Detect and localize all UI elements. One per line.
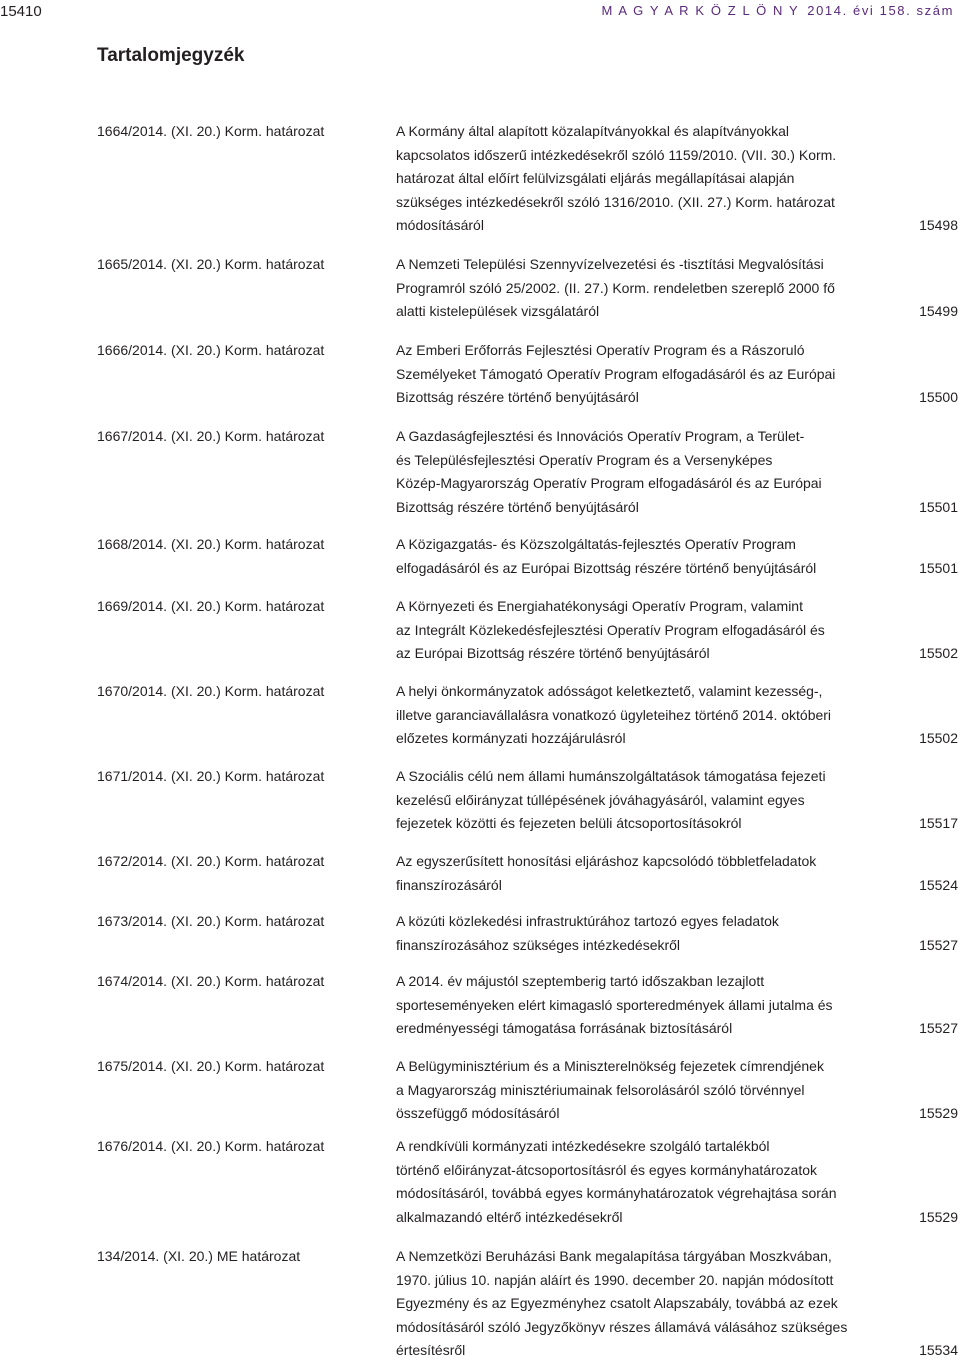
entry-description-line: módosításáról, továbbá egyes kormányhatározatok végrehajtása során [396,1185,837,1202]
entry-reference: 134/2014. (XI. 20.) ME határozat [97,1248,301,1264]
entry-reference: 1674/2014. (XI. 20.) Korm. határozat [97,973,325,989]
entry-last-line [396,496,960,520]
entry-description-line: A Nemzetközi Beruházási Bank megalapítása tárgyában Moszkvában, [396,1248,832,1264]
entry-description-line: előzetes kormányzati hozzájárulásról [396,730,626,747]
entry-description-line: A Szociális célú nem állami humánszolgáltatások támogatása fejezeti [396,768,826,784]
entry-description-line: alkalmazandó eltérő intézkedésekről [396,1208,623,1225]
entry-reference: 1671/2014. (XI. 20.) Korm. határozat [97,768,325,784]
entry-description [396,595,960,666]
entry-reference: 1670/2014. (XI. 20.) Korm. határozat [97,683,325,699]
entry-description-line: A Belügyminisztérium és a Miniszterelnökség fejezetek címrendjének [396,1058,824,1074]
entry-page-number: 15502 [919,730,958,747]
entry-last-line [396,1017,960,1041]
entry-description-line: módosításáról szóló Jegyzőkönyv részes államává válásához szükséges [396,1318,848,1335]
entry-description-line: illetve garanciavállalásra vonatkozó ügyleteihez történő 2014. októberi [396,706,832,723]
entry-last-line [396,812,960,836]
entry-description-line: Az Emberi Erőforrás Fejlesztési Operatív Program és a Rászoruló [396,342,805,358]
issue-label: 2014. évi 158. szám [807,3,954,18]
entry-description-line: az Integrált Közlekedésfejlesztési Operatív Program elfogadásáról és [396,621,825,638]
entry-description-line: 1970. július 10. napján aláírt és 1990. december 20. napján módosított [396,1271,834,1288]
entry-description [396,680,960,751]
entry-description-line: A Kormány által alapított közalapítványokkal és alapítványokkal [396,123,789,139]
entry-last-line [396,874,960,898]
entry-last-line [396,1102,960,1126]
entry-description-line: eredményességi támogatása forrásának biztosításáról [396,1020,733,1037]
entry-page-number: 15527 [919,936,958,953]
entry-description-line: Egyezmény és az Egyezményhez csatolt Alapszabály, továbbá az ezek [396,1295,838,1312]
entry-description-line: elfogadásáról és az Európai Bizottság részére történő benyújtásáról [396,559,817,576]
entry-description-line: fejezetek közötti és fejezeten belüli átcsoportosításokról [396,815,742,832]
entry-description-line: és Településfejlesztési Operatív Program és a Versenyképes [396,451,773,468]
entry-page-number: 15527 [919,1020,958,1037]
entry-reference: 1665/2014. (XI. 20.) Korm. határozat [97,256,325,272]
entry-page-number: 15501 [919,559,958,576]
entry-description-line: módosításáról [396,217,484,234]
entry-description [396,910,960,957]
entry-page-number: 15517 [919,815,958,832]
entry-last-line [396,1206,960,1230]
journal-name: M A G Y A R K Ö Z L Ö N Y [601,3,800,18]
entry-description [396,765,960,836]
entry-page-number: 15534 [919,1342,958,1359]
entry-description-line: A Nemzeti Települési Szennyvízelvezetési és -tisztítási Megvalósítási [396,256,824,272]
entry-description-line: A Környezeti és Energiahatékonysági Operatív Program, valamint [396,598,803,614]
entry-reference: 1667/2014. (XI. 20.) Korm. határozat [97,428,325,444]
entry-description-line: Bizottság részére történő benyújtásáról [396,389,639,406]
entry-description-line: A közúti közlekedési infrastruktúrához tartozó egyes feladatok [396,913,779,929]
entry-description-line: A Közigazgatás- és Közszolgáltatás-fejlesztés Operatív Program [396,536,796,552]
entry-reference: 1672/2014. (XI. 20.) Korm. határozat [97,853,325,869]
entry-description-line: történő előirányzat-átcsoportosításról és egyes kormányhatározatok [396,1161,817,1178]
entry-description-line: Személyeket Támogató Operatív Program elfogadásáról és az Európai [396,365,836,382]
entry-description-line: határozat által előírt felülvizsgálati eljárás megállapításai alapján [396,170,795,187]
entry-last-line [396,727,960,751]
entry-description [396,120,960,238]
entry-description [396,253,960,324]
running-header [601,3,954,18]
entry-description [396,1135,960,1229]
entry-description-line: a Magyarország minisztériumainak felsorolásáról szóló törvénnyel [396,1081,805,1098]
entry-description-line: finanszírozásához szükséges intézkedésekről [396,936,681,953]
entry-description-line: alatti kistelepülések vizsgálatáról [396,303,600,320]
entry-last-line [396,642,960,666]
entry-description-line: értesítésről [396,1342,466,1359]
entry-description-line: Programról szóló 25/2002. (II. 27.) Korm. rendeletben szereplő 2000 fő [396,279,835,296]
entry-last-line [396,386,960,410]
entry-reference: 1664/2014. (XI. 20.) Korm. határozat [97,123,325,139]
entry-last-line [396,1339,960,1363]
entry-page-number: 15498 [919,217,958,234]
entry-description [396,533,960,580]
entry-page-number: 15500 [919,389,958,406]
entry-description-line: kapcsolatos időszerű intézkedésekről szóló 1159/2010. (VII. 30.) Korm. [396,146,837,163]
entry-page-number: 15524 [919,876,958,893]
entry-description-line: Az egyszerűsített honosítási eljáráshoz kapcsolódó többletfeladatok [396,853,817,869]
entry-description [396,425,960,519]
entry-page-number: 15501 [919,498,958,515]
entry-last-line [396,300,960,324]
entry-description [396,1245,960,1363]
entry-description-line: A rendkívüli kormányzati intézkedésekre szolgáló tartalékból [396,1138,770,1154]
entry-last-line [396,557,960,581]
entry-description-line: Bizottság részére történő benyújtásáról [396,498,639,515]
entry-reference: 1668/2014. (XI. 20.) Korm. határozat [97,536,325,552]
entry-description-line: az Európai Bizottság részére történő benyújtásáról [396,645,710,662]
entry-page-number: 15529 [919,1105,958,1122]
entry-description [396,1055,960,1126]
entry-description-line: szükséges intézkedésekről szóló 1316/2010. (XII. 27.) Korm. határozat [396,193,835,210]
entry-reference: 1673/2014. (XI. 20.) Korm. határozat [97,913,325,929]
entry-description-line: A Gazdaságfejlesztési és Innovációs Operatív Program, a Terület- [396,428,805,444]
entry-description [396,850,960,897]
entry-page-number: 15499 [919,303,958,320]
entry-last-line [396,214,960,238]
entry-description-line: A 2014. év májustól szeptemberig tartó időszakban lezajlott [396,973,765,989]
page-number: 15410 [0,3,42,20]
entry-description [396,970,960,1041]
entry-description-line: Közép-Magyarország Operatív Program elfogadásáról és az Európai [396,475,822,492]
entry-description [396,339,960,410]
entry-reference: 1669/2014. (XI. 20.) Korm. határozat [97,598,325,614]
entry-description-line: összefüggő módosításáról [396,1105,560,1122]
entry-reference: 1666/2014. (XI. 20.) Korm. határozat [97,342,325,358]
entry-description-line: finanszírozásáról [396,876,502,893]
entry-description-line: kezelésű előirányzat túllépésének jóváhagyásáról, valamint egyes [396,791,805,808]
entry-description-line: sporteseményeken elért kimagasló sporteredmények állami jutalma és [396,996,833,1013]
entry-last-line [396,934,960,958]
entry-page-number: 15502 [919,645,958,662]
entry-page-number: 15529 [919,1208,958,1225]
entry-description-line: A helyi önkormányzatok adósságot keletkeztető, valamint kezesség-, [396,683,823,699]
entry-reference: 1675/2014. (XI. 20.) Korm. határozat [97,1058,325,1074]
page-title: Tartalomjegyzék [97,45,245,66]
entry-reference: 1676/2014. (XI. 20.) Korm. határozat [97,1138,325,1154]
